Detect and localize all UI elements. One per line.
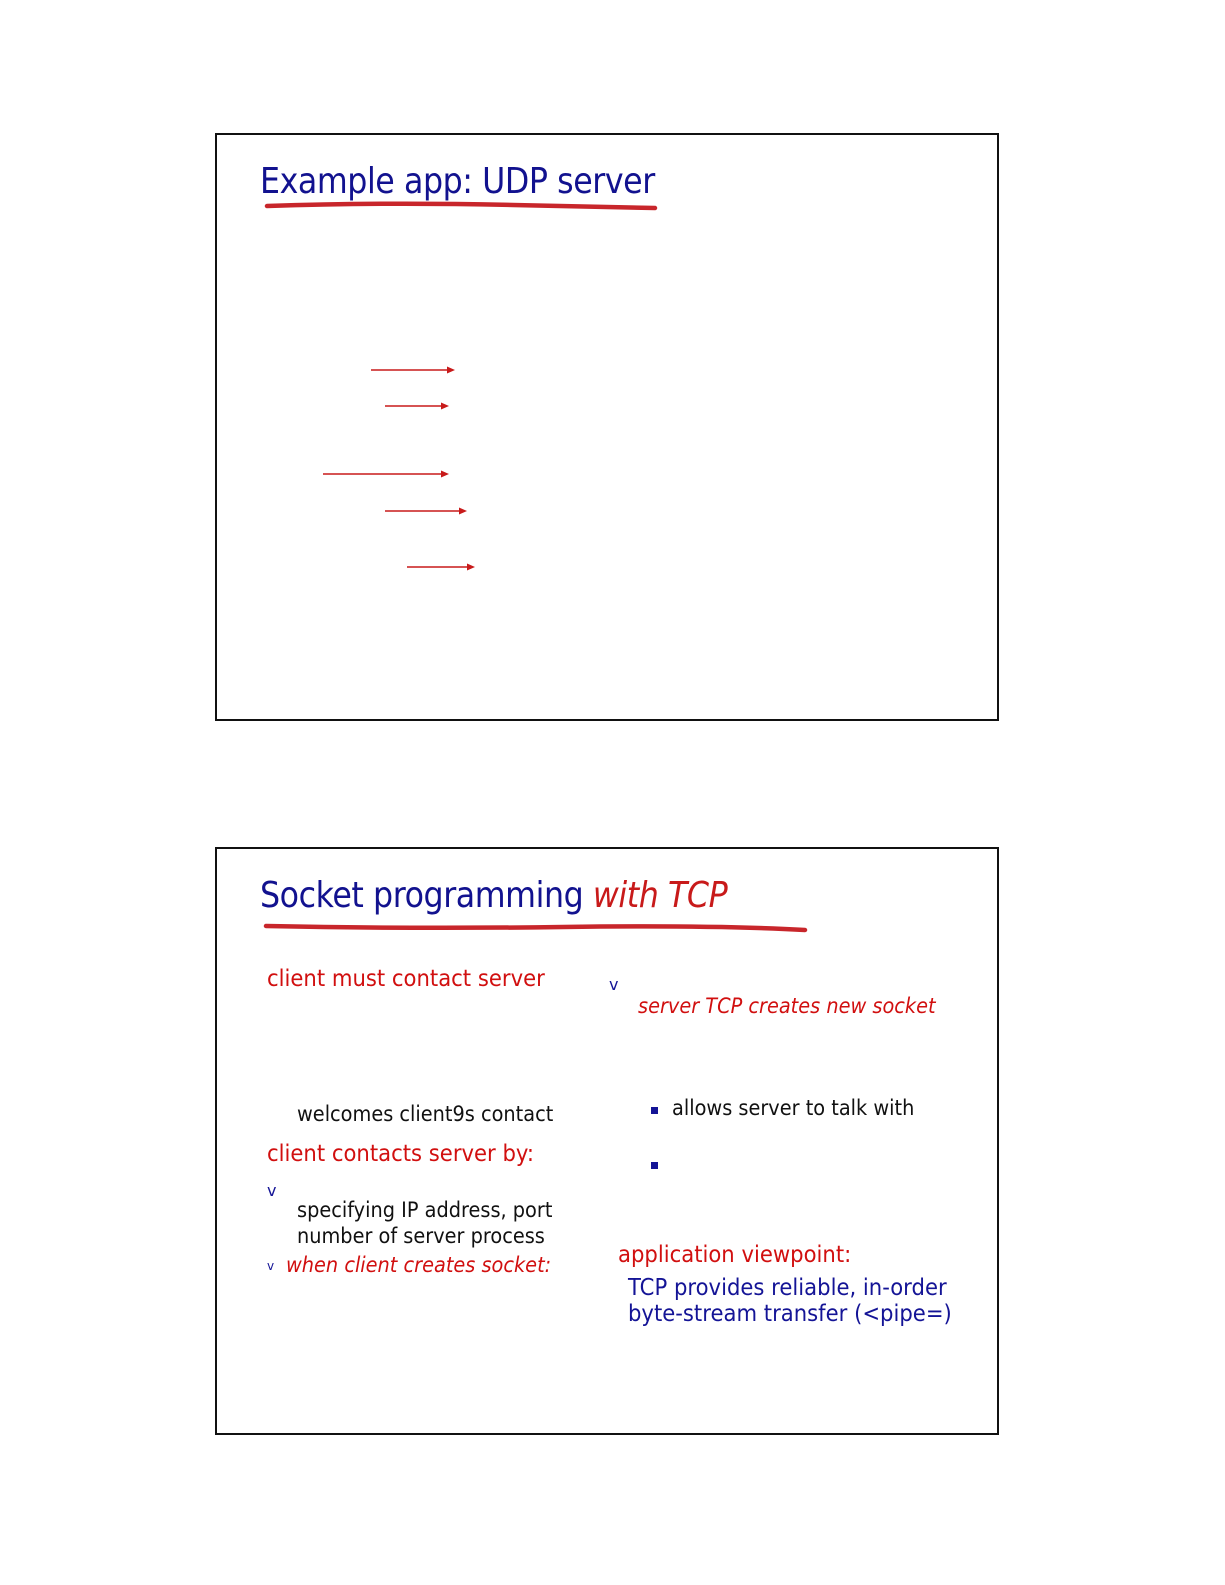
viewpoint-line-1: TCP provides reliable, in-order <box>628 1275 947 1301</box>
title-underline <box>263 920 813 934</box>
sub-bullet-square <box>651 1162 658 1169</box>
specifying-line-2: number of server process <box>297 1224 545 1248</box>
title-underline <box>263 200 663 214</box>
heading-application-viewpoint: application viewpoint: <box>618 1242 852 1268</box>
bullet-marker: v <box>609 975 619 994</box>
heading-client-must-contact: client must contact server <box>267 966 545 992</box>
specifying-line-1: specifying IP address, port <box>297 1198 553 1222</box>
annotation-arrow <box>371 364 457 376</box>
bullet-marker: v <box>267 1259 275 1273</box>
viewpoint-line-2: byte-stream transfer (<pipe=) <box>628 1301 952 1327</box>
annotation-arrow <box>323 468 451 480</box>
slide-udp-server <box>215 133 999 721</box>
annotation-arrow <box>407 561 477 573</box>
annotation-arrow <box>385 505 469 517</box>
welcome-line: welcomes client9s contact <box>297 1102 554 1126</box>
title-main: Socket programming <box>260 875 593 916</box>
slide-title <box>260 875 727 916</box>
bullet-marker: v <box>267 1181 277 1200</box>
when-client-creates-socket: when client creates socket: <box>286 1253 552 1277</box>
heading-client-contacts-server: client contacts server by: <box>267 1141 535 1167</box>
annotation-arrow <box>385 400 451 412</box>
slide-tcp-socket-programming <box>215 847 999 1435</box>
allows-server-line: allows server to talk with <box>672 1096 915 1120</box>
sub-bullet-square <box>651 1107 658 1114</box>
slide-title: Example app: UDP server <box>260 161 655 202</box>
title-accent: with TCP <box>592 875 728 916</box>
server-tcp-creates-new-socket: server TCP creates new socket <box>638 994 936 1018</box>
